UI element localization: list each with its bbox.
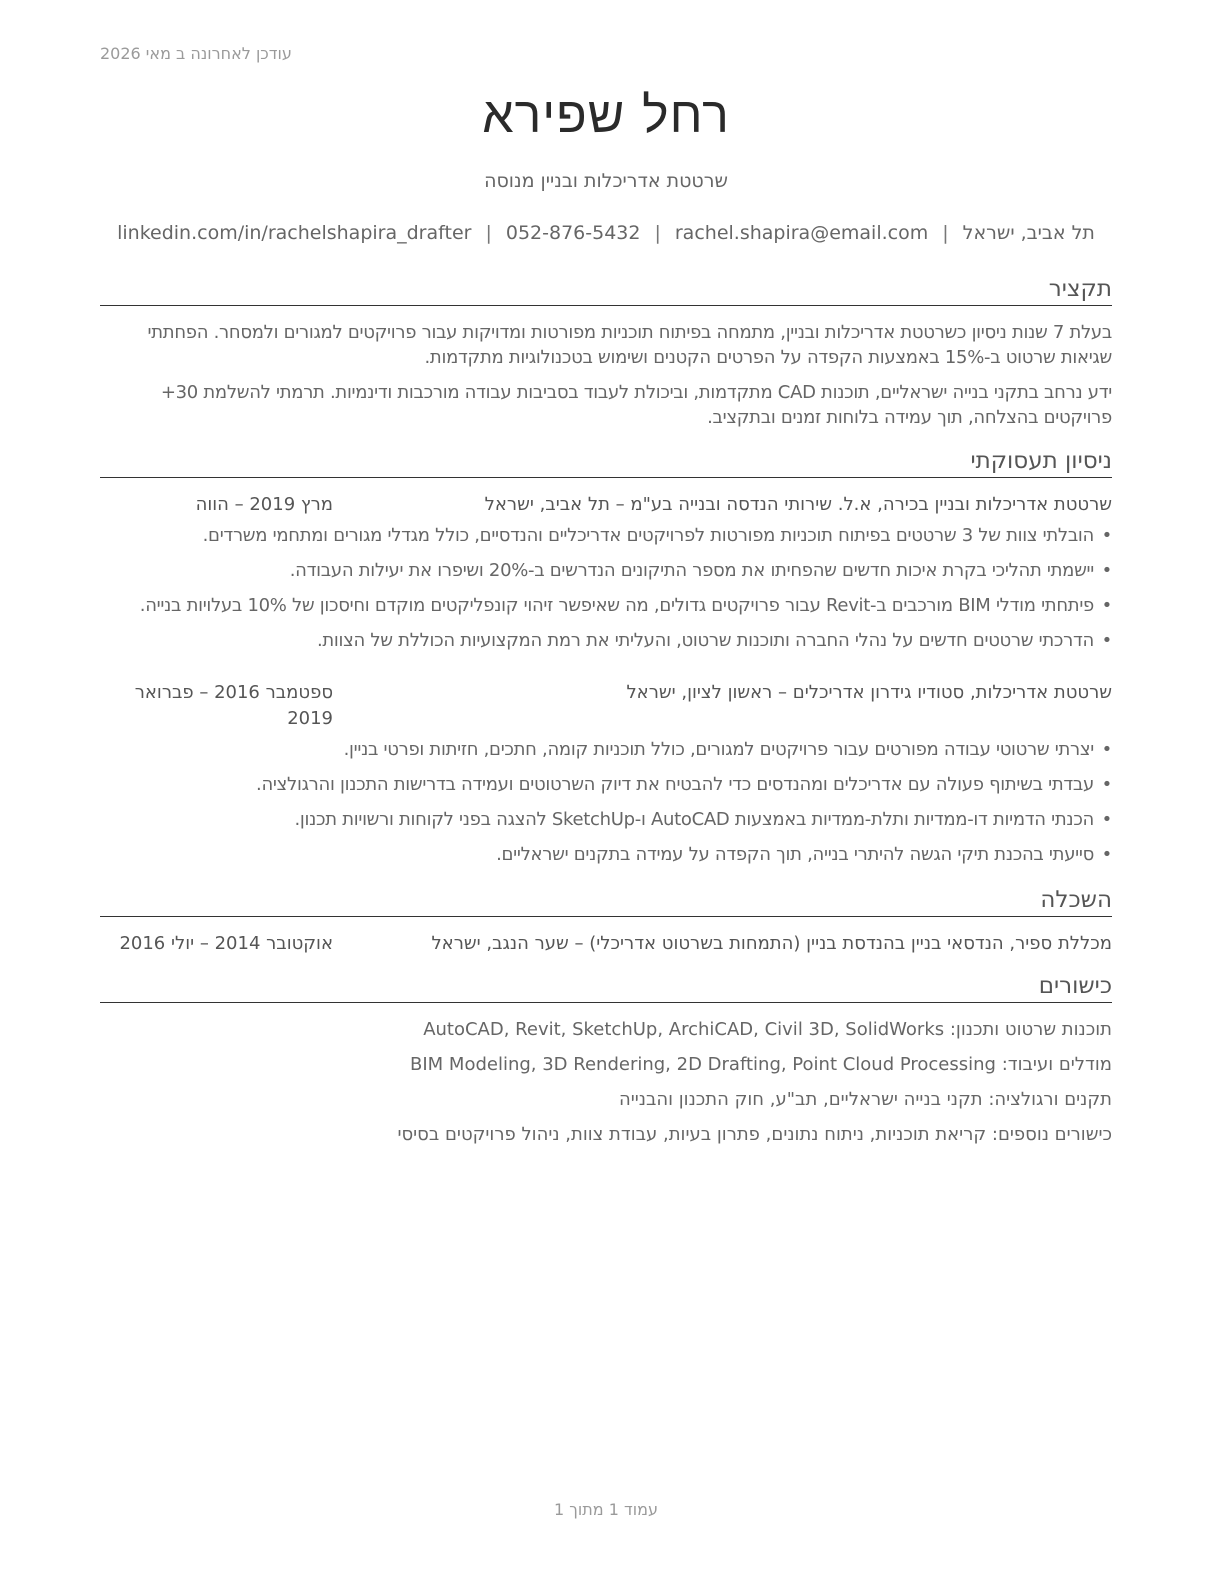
list-item: • סייעתי בהכנת תיקי הגשה להיתרי בנייה, תוך הקפדה על עמידה בתקנים ישראליים. [100,842,1112,867]
list-item: • הובלתי צוות של 3 שרטטים בפיתוח תוכניות מפורטות לפרויקטים אדריכליים והנדסיים, כולל מגדלי מגורים ומתחמי משרדים. [100,523,1112,548]
list-item [100,1052,1112,1077]
list-item: • הדרכתי שרטטים חדשים על נהלי החברה ותוכנות שרטוט, והעליתי את רמת המקצועיות הכוללת של הצוות. [100,628,1112,653]
job-header [100,680,1112,729]
job-bullets [100,523,1112,663]
contact-linkedin[interactable]: linkedin.com/in/rachelshapira_drafter [117,222,472,244]
skill-label: כישורים נוספים: [991,1124,1112,1145]
contact-location: תל אביב, ישראל [962,222,1095,244]
resume-page [100,0,1112,1584]
candidate-name: רחל שפירא [482,86,730,144]
contact-line [100,222,1112,244]
list-item: • יישמתי תהליכי בקרת איכות חדשים שהפחיתו את מספר התיקונים הנדרשים ב-20% ושיפרו את יעילות העבודה. [100,558,1112,583]
contact-separator: | [485,222,492,244]
list-item: • עבדתי בשיתוף פעולה עם אדריכלים ומהנדסים כדי להבטיח את דיוק השרטוטים ועמידה בדרישות התכנון והרגולציה. [100,772,1112,797]
job-role: שרטטת אדריכלות ובניין בכירה, א.ל. שירותי הנדסה ובנייה בע"מ – תל אביב, ישראל [484,494,1112,515]
education-institution: מכללת ספיר, הנדסאי בניין בהנדסת בניין (התמחות בשרטוט אדריכלי) – שער הנגב, ישראל [431,933,1112,954]
education-heading: השכלה [100,885,1112,917]
education-entry [100,931,1112,961]
skill-value: AutoCAD, Revit, SketchUp, ArchiCAD, Civil 3D, SolidWorks [423,1019,945,1040]
skill-value: BIM Modeling, 3D Rendering, 2D Drafting, Point Cloud Processing [410,1054,996,1075]
candidate-subtitle: שרטטת אדריכלות ובניין מנוסה [484,170,728,192]
education-dates: אוקטובר 2014 – יולי 2016 [119,933,333,954]
list-item: • פיתחתי מודלי BIM מורכבים ב-Revit עבור פרויקטים גדולים, מה שאיפשר זיהוי קונפליקטים מוקדם וחיסכון של 10% בעלויות בנייה. [100,593,1112,618]
list-item [100,1122,1112,1147]
summary-paragraph-1: בעלת 7 שנות ניסיון כשרטטת אדריכלות ובניין, מתמחה בפיתוח תוכניות מפורטות ומדויקות עבור פרויקטים למגורים ולמסחר. הפחתתי שגיאות שרטוט ב-15% באמצעות הקפדה על הפרטים הקטנים ושימוש בטכנולוגיות מתקדמות. [147,322,1112,368]
summary-heading: תקציר [100,274,1112,306]
list-item [100,1087,1112,1112]
job-header [100,492,1112,522]
list-item [100,1017,1112,1042]
job-bullets [100,737,1112,877]
list-item: • יצרתי שרטוטי עבודה מפורטים עבור פרויקטים למגורים, כולל תוכניות קומה, חתכים, חזיתות ופרטי בניין. [100,737,1112,762]
experience-heading: ניסיון תעסוקתי [100,446,1112,478]
contact-phone[interactable]: 052-876-5432 [505,222,641,244]
list-item: • הכנתי הדמיות דו-ממדיות ותלת-ממדיות באמצעות AutoCAD ו-SketchUp להצגה בפני לקוחות ורשויות תכנון. [100,807,1112,832]
summary-paragraph-2: ידע נרחב בתקני בנייה ישראליים, תוכנות CAD מתקדמות, וביכולת לעבוד בסביבות עבודה מורכבות ודינמיות. תרמתי להשלמת 30+ פרויקטים בהצלחה, תוך עמידה בלוחות זמנים ובתקציב. [160,382,1112,428]
last-updated: עודכן לאחרונה ב מאי 2026 [100,44,292,63]
contact-separator: | [654,222,661,244]
skills-list [100,1017,1112,1157]
job-dates: ספטמבר 2016 – פברואר 2019 [134,682,333,729]
page-number: עמוד 1 מתוך 1 [554,1500,658,1519]
contact-separator: | [942,222,949,244]
skill-value: קריאת תוכניות, ניתוח נתונים, פתרון בעיות, עבודת צוות, ניהול פרויקטים בסיסי [397,1124,987,1145]
skill-label: מודלים ועיבוד: [1001,1054,1112,1075]
skills-heading: כישורים [100,971,1112,1003]
skill-label: תוכנות שרטוט ותכנון: [949,1019,1112,1040]
job-role: שרטטת אדריכלות, סטודיו גידרון אדריכלים – ראשון לציון, ישראל [626,682,1112,703]
job-dates: מרץ 2019 – הווה [195,494,333,515]
contact-email[interactable]: rachel.shapira@email.com [674,222,929,244]
skill-value: תקני בנייה ישראליים, תב"ע, חוק התכנון והבנייה [618,1089,983,1110]
skill-label: תקנים ורגולציה: [988,1089,1112,1110]
